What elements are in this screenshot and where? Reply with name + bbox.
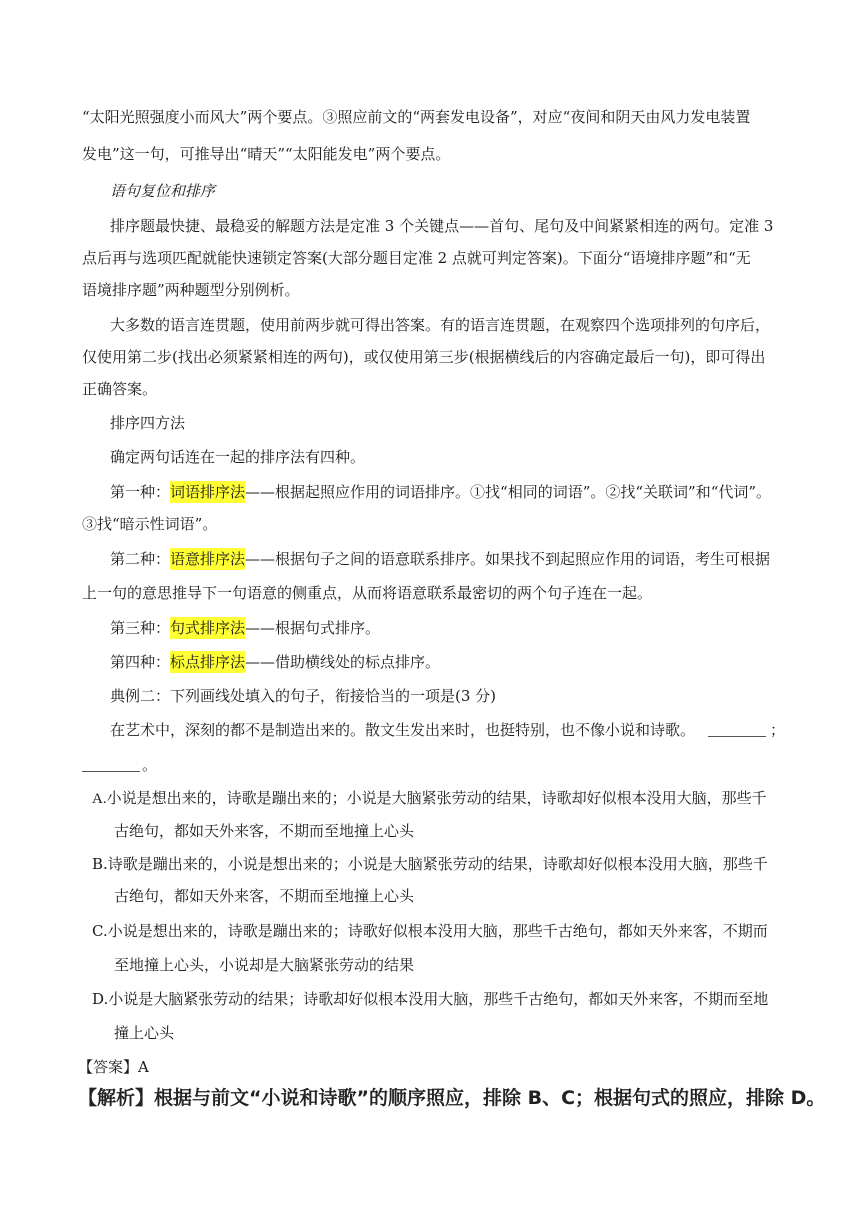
paragraph-line: “太阳光照强度小而风大”两个要点。③照应前文的“两套发电设备”，对应“夜间和阴天由风力发电装置 [82, 108, 751, 126]
option-b-cont: 古绝句，都如天外来客，不期而至地撞上心头 [114, 887, 415, 905]
example-title: 典例二：下列画线处填入的句子，衔接恰当的一项是(3 分) [110, 687, 497, 705]
option-a-cont: 古绝句，都如天外来客，不期而至地撞上心头 [114, 822, 415, 840]
blank-end: 。 [142, 756, 158, 774]
method-desc: ——借助横线处的标点排序。 [245, 653, 441, 671]
paragraph-line: 上一句的意思推导下一句语意的侧重点，从而将语意联系最密切的两个句子连在一起。 [82, 584, 653, 602]
paragraph-line: 发电”这一句，可推导出“晴天”“太阳能发电”两个要点。 [82, 145, 451, 163]
option-c: C.小说是想出来的，诗歌是蹦出来的；诗歌好似根本没用大脑，那些千古绝句，都如天外来客，不期而 [92, 922, 768, 940]
paragraph-line: 点后再与选项匹配就能快速锁定答案(大部分题目定准 2 点就可判定答案)。下面分“语境排序题”和“无 [82, 249, 751, 267]
method-3 [110, 617, 380, 639]
method-4 [110, 651, 440, 673]
section-heading: 排序四方法 [110, 414, 186, 432]
paragraph-line: 确定两句话连在一起的排序法有四种。 [110, 448, 366, 466]
method-2 [110, 548, 770, 570]
section-heading: 语句复位和排序 [110, 182, 216, 200]
highlighted-term: 标点排序法 [170, 653, 246, 671]
paragraph-line: 正确答案。 [82, 380, 158, 398]
answer: 【答案】A [78, 1058, 149, 1076]
paragraph-line: 仅使用第二步(找出必须紧紧相连的两句)，或仅使用第三步(根据横线后的内容确定最后一句)，即可得出 [82, 348, 766, 366]
analysis: 【解析】根据与前文“小说和诗歌”的顺序照应，排除 B、C；根据句式的照应，排除 D。 [78, 1087, 826, 1109]
method-desc: ——根据句子之间的语意联系排序。如果找不到起照应作用的词语，考生可根据 [245, 550, 771, 568]
paragraph-line: 语境排序题”两种题型分别例析。 [82, 281, 300, 299]
highlighted-term: 语意排序法 [170, 550, 246, 568]
method-prefix: 第二种： [110, 550, 171, 568]
option-d: D.小说是大脑紧张劳动的结果；诗歌却好似根本没用大脑，那些千古绝句，都如天外来客，不期而至地 [92, 990, 769, 1008]
highlighted-term: 句式排序法 [170, 619, 246, 637]
option-d-cont: 撞上心头 [114, 1024, 175, 1042]
method-desc: ——根据起照应作用的词语排序。①找“相同的词语”。②找“关联词”和“代词”。 [245, 483, 772, 501]
method-prefix: 第四种： [110, 653, 171, 671]
option-a: A.小说是想出来的，诗歌是蹦出来的；小说是大脑紧张劳动的结果，诗歌却好似根本没用大脑，那些千 [92, 791, 767, 807]
blank-2 [82, 757, 140, 772]
option-c-cont: 至地撞上心头，小说却是大脑紧张劳动的结果 [114, 956, 415, 974]
blank-separator: ； [770, 721, 786, 739]
example-stem [110, 719, 695, 741]
method-prefix: 第一种： [110, 483, 171, 501]
example-text: 在艺术中，深刻的都不是制造出来的。散文生发出来时，也挺特别，也不像小说和诗歌。 [110, 721, 696, 739]
blank-1 [708, 722, 766, 737]
option-b: B.诗歌是蹦出来的，小说是想出来的；小说是大脑紧张劳动的结果，诗歌却好似根本没用大脑，那些千 [92, 855, 768, 873]
method-desc: ——根据句式排序。 [245, 619, 381, 637]
highlighted-term: 词语排序法 [170, 483, 246, 501]
paragraph-line: ③找“暗示性词语”。 [82, 515, 218, 533]
method-1 [110, 481, 771, 503]
paragraph-line: 排序题最快捷、最稳妥的解题方法是定准 3 个关键点——首句、尾句及中间紧紧相连的两句。定准 3 [110, 217, 774, 235]
paragraph-line: 大多数的语言连贯题，使用前两步就可得出答案。有的语言连贯题，在观察四个选项排列的句序后， [110, 316, 771, 334]
method-prefix: 第三种： [110, 619, 171, 637]
